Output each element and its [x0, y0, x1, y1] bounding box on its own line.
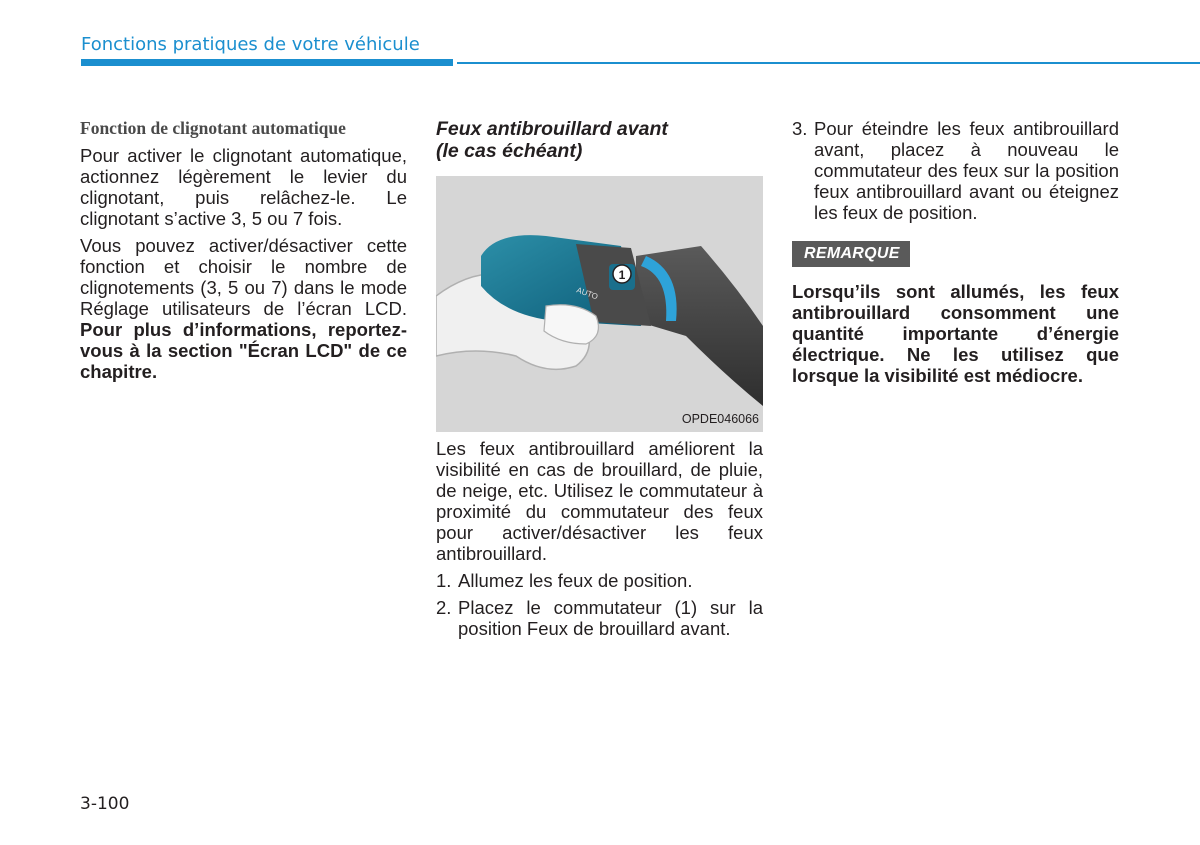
page-number: 3-100 — [80, 794, 130, 814]
callout-number: 1 — [618, 268, 626, 282]
column-left — [80, 118, 407, 388]
column-right — [792, 118, 1119, 392]
paragraph-lcd-settings — [80, 235, 407, 382]
figure-code: OPDE046066 — [681, 412, 759, 426]
fog-light-switch-figure — [436, 176, 763, 432]
step-2-number: 2. — [436, 597, 452, 618]
note-text: Lorsqu’ils sont allumés, les feux antibrouillard consomment une quantité importante d’énergie électrique. Ne les utilisez que lorsque la visibilité est médiocre. — [792, 281, 1119, 386]
paragraph-fog-description: Les feux antibrouillard améliorent la visibilité en cas de brouillard, de pluie, de neige, etc. Utilisez le commutateur à proximité du commutateur des feux pour activer/désactiver les feux antibrouillard. — [436, 438, 763, 564]
step-2-text: Placez le commutateur (1) sur la position Feux de brouillard avant. — [458, 597, 763, 639]
section-heading-front-fog — [436, 118, 763, 162]
step-1-number: 1. — [436, 570, 452, 591]
step-3-number: 3. — [792, 118, 808, 139]
header-rule-thick — [81, 59, 453, 66]
step-1 — [436, 570, 763, 591]
column-middle — [436, 118, 763, 645]
page-header-title: Fonctions pratiques de votre véhicule — [81, 34, 420, 55]
section-heading-front-fog-line1: Feux antibrouillard avant — [436, 118, 668, 140]
header-rule-thin — [457, 62, 1200, 64]
note-badge: REMARQUE — [792, 241, 910, 267]
step-3-text: Pour éteindre les feux antibrouillard avant, placez à nouveau le commutateur des feux sur la position feux antibrouillard avant ou éteignez les feux de position. — [814, 118, 1119, 223]
paragraph-lcd-bold: Pour plus d’informations, reportez-vous à la section "Écran LCD" de ce chapitre. — [80, 319, 407, 382]
fog-switch-illustration — [436, 176, 763, 432]
section-heading-auto-indicator: Fonction de clignotant automatique — [80, 118, 346, 138]
step-2 — [436, 597, 763, 639]
paragraph-auto-indicator: Pour activer le clignotant automatique, actionnez légèrement le levier du clignotant, puis relâchez-le. Le clignotant s’active 3, 5 ou 7 fois. — [80, 145, 407, 229]
paragraph-lcd-plain: Vous pouvez activer/désactiver cette fonction et choisir le nombre de clignotements (3, 5 ou 7) dans le mode Réglage utilisateurs de l’écran LCD. — [80, 235, 407, 319]
step-3 — [792, 118, 1119, 223]
step-1-text: Allumez les feux de position. — [458, 570, 693, 591]
section-heading-front-fog-line2: (le cas échéant) — [436, 140, 583, 162]
auto-label: AUTO — [575, 285, 600, 302]
